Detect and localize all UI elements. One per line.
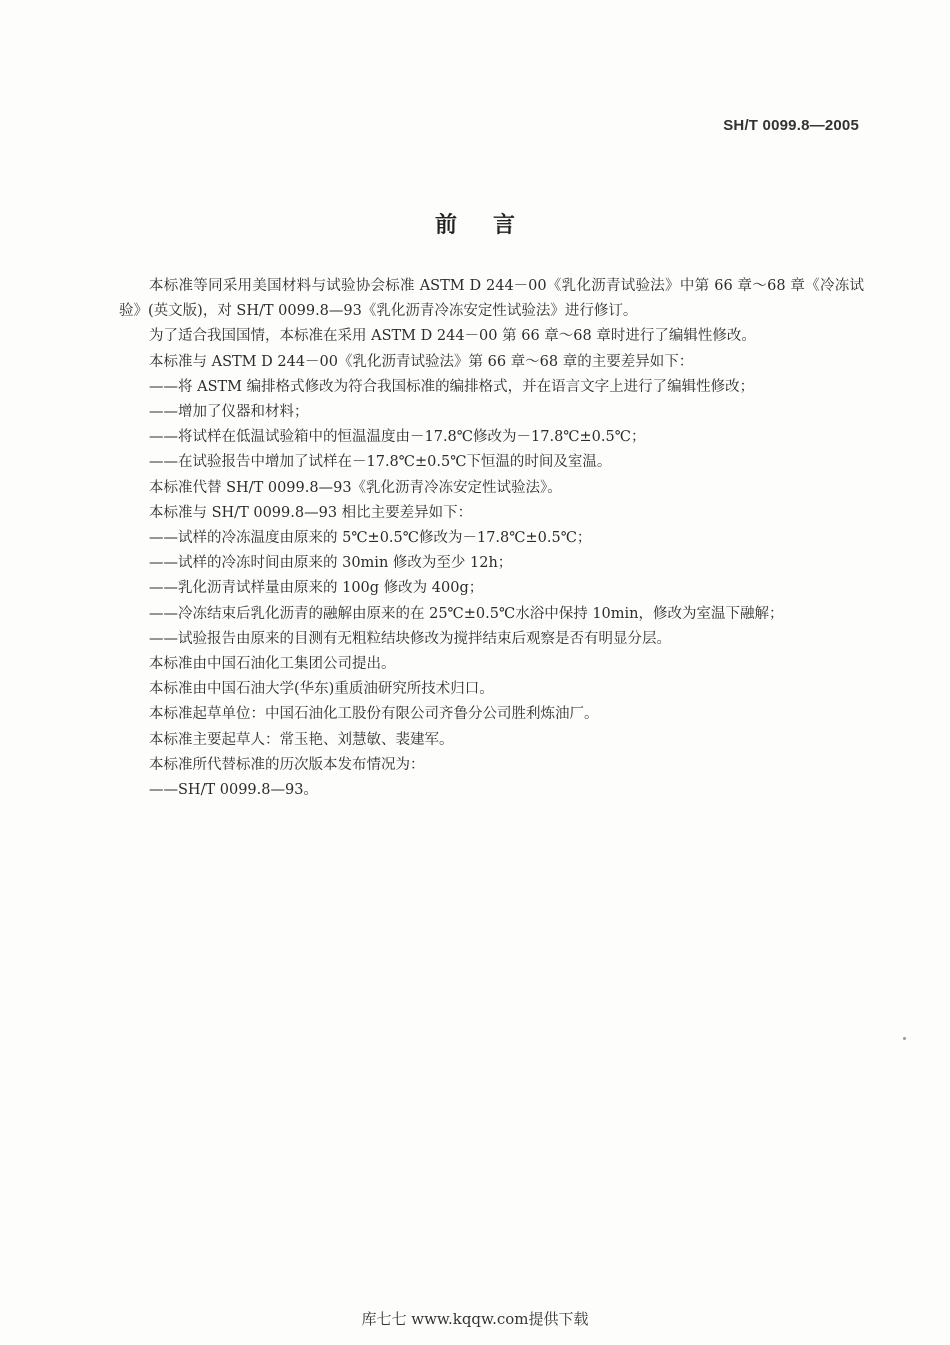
list-item: ——SH/T 0099.8—93。 xyxy=(149,782,318,799)
paragraph-version-history-intro: 本标准所代替标准的历次版本发布情况为： xyxy=(149,756,425,773)
paragraph-administrator: 本标准由中国石油大学(华东)重质油研究所技术归口。 xyxy=(149,681,494,698)
list-item: ——在试验报告中增加了试样在－17.8℃±0.5℃下恒温的时间及室温。 xyxy=(149,454,612,471)
paragraph-adoption: 本标准等同采用美国材料与试验协会标准 ASTM D 244－00《乳化沥青试验法》中第 66 章～68 章《冷冻试验》(英文版)，对 SH/T 0099.8—93《乳化沥青冷冻安定性试验法》进行修订。 xyxy=(119,278,864,320)
list-item: ——将试样在低温试验箱中的恒温温度由－17.8℃修改为－17.8℃±0.5℃； xyxy=(149,429,646,446)
list-item: ——增加了仪器和材料； xyxy=(149,404,309,421)
list-item: ——乳化沥青试样量由原来的 100g 修改为 400g； xyxy=(149,580,484,597)
paragraph-old-differences-intro: 本标准与 SH/T 0099.8—93 相比主要差异如下： xyxy=(149,504,473,521)
list-item: ——试样的冷冻时间由原来的 30min 修改为至少 12h； xyxy=(149,555,513,572)
list-item: ——将 ASTM 编排格式修改为符合我国标准的编排格式，并在语言文字上进行了编辑性修改； xyxy=(149,378,755,395)
paragraph-astm-differences-intro: 本标准与 ASTM D 244－00《乳化沥青试验法》第 66 章～68 章的主要差异如下： xyxy=(149,353,694,370)
list-item: ——试样的冷冻温度由原来的 5℃±0.5℃修改为－17.8℃±0.5℃； xyxy=(149,530,592,547)
download-watermark: 库七七 www.kqqw.com提供下载 xyxy=(361,1310,589,1328)
foreword-body xyxy=(119,274,864,803)
paragraph-proposer: 本标准由中国石油化工集团公司提出。 xyxy=(149,656,396,673)
paragraph-editorial-changes: 为了适合我国国情，本标准在采用 ASTM D 244－00 第 66 章～68 章时进行了编辑性修改。 xyxy=(149,328,756,345)
standard-code: SH/T 0099.8—2005 xyxy=(723,117,859,134)
paragraph-supersedes: 本标准代替 SH/T 0099.8—93《乳化沥青冷冻安定性试验法》。 xyxy=(149,479,562,496)
scan-speck xyxy=(903,1037,906,1040)
page-title: 前言 xyxy=(434,213,551,238)
list-item: ——冷冻结束后乳化沥青的融解由原来的在 25℃±0.5℃水浴中保持 10min，修改为室温下融解； xyxy=(149,605,784,622)
paragraph-drafters: 本标准主要起草人：常玉艳、刘慧敏、裴建军。 xyxy=(149,731,454,748)
paragraph-drafting-unit: 本标准起草单位：中国石油化工股份有限公司齐鲁分公司胜利炼油厂。 xyxy=(149,706,599,723)
list-item: ——试验报告由原来的目测有无粗粒结块修改为搅拌结束后观察是否有明显分层。 xyxy=(149,630,671,647)
